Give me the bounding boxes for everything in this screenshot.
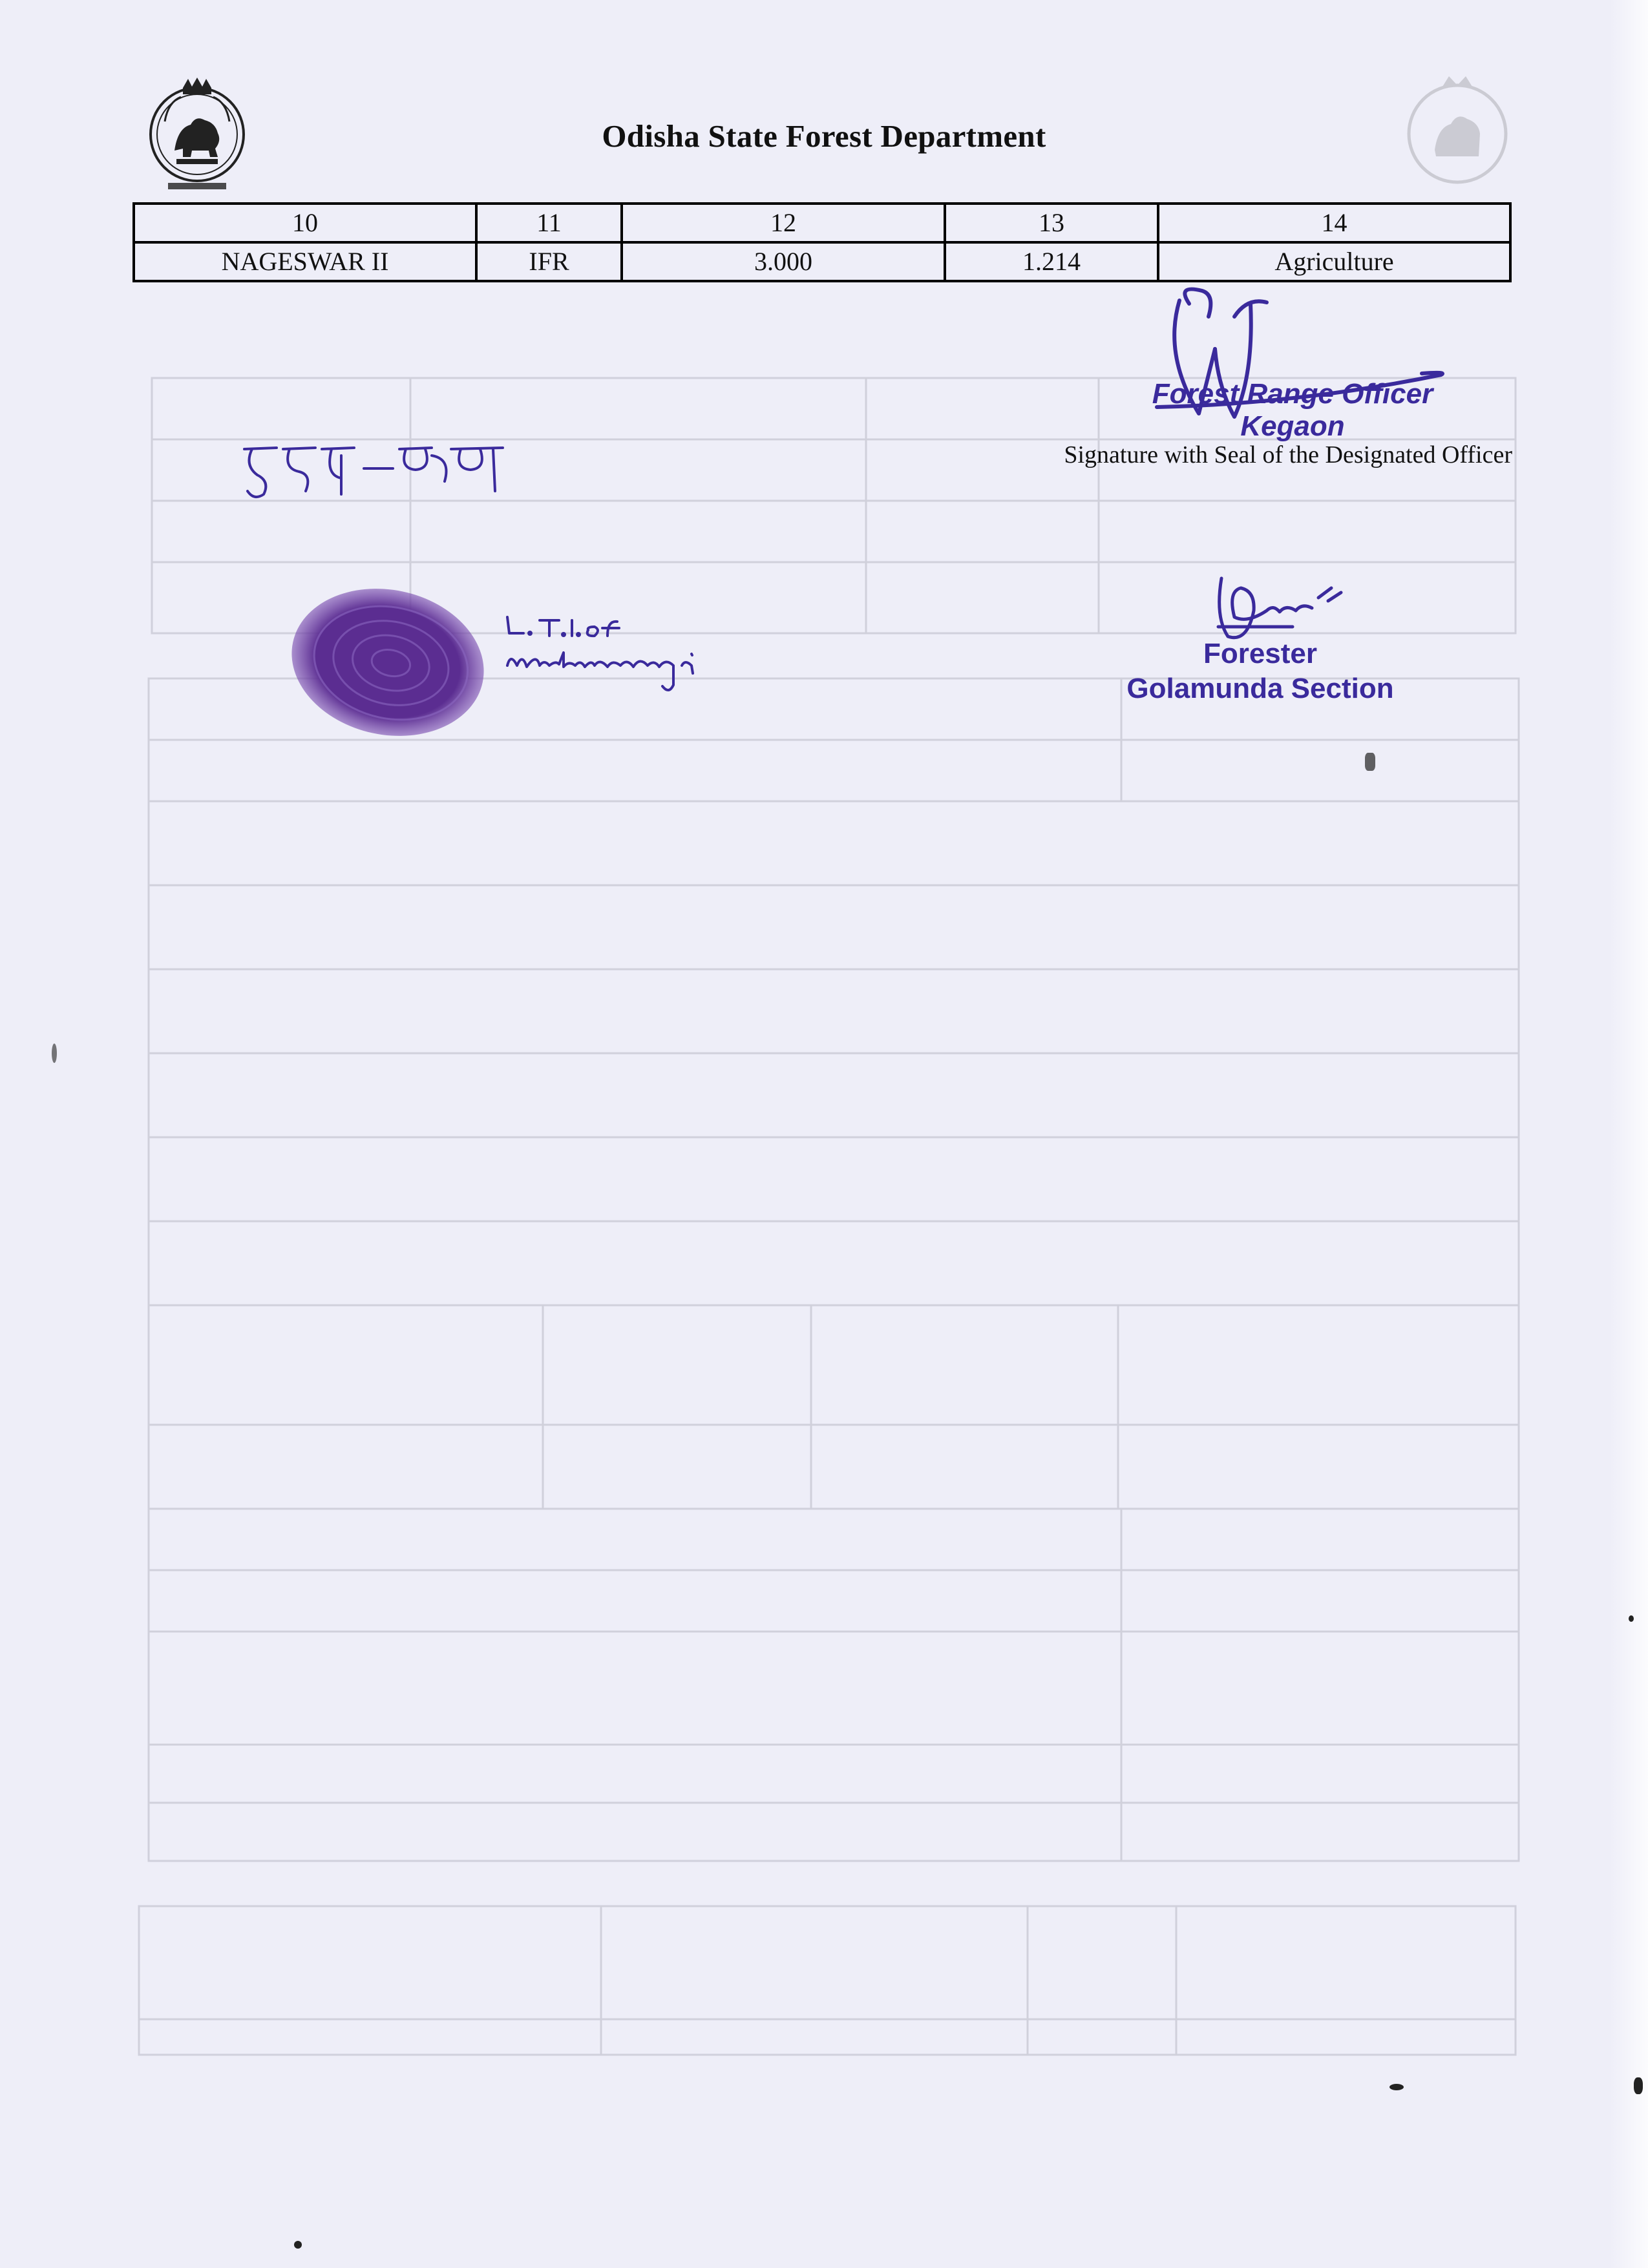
table-row xyxy=(134,242,1510,281)
table-header-cell: 13 xyxy=(945,204,1158,242)
scan-speck xyxy=(1389,2084,1404,2090)
area-acres-cell: 3.000 xyxy=(622,242,945,281)
nature-of-right-cell: Agriculture xyxy=(1158,242,1510,281)
scan-speck xyxy=(1629,1615,1634,1622)
land-details-table xyxy=(132,202,1512,282)
designated-officer-caption: Signature with Seal of the Designated Officer xyxy=(1064,441,1512,468)
scan-speck xyxy=(1634,2077,1643,2094)
table-header-cell: 12 xyxy=(622,204,945,242)
page-title: Odisha State Forest Department xyxy=(602,118,1046,154)
table-header-cell: 11 xyxy=(476,204,622,242)
thumb-impression xyxy=(284,582,498,743)
area-hect-cell: 1.214 xyxy=(945,242,1158,281)
table-header-row xyxy=(134,204,1510,242)
range-officer-stamp-line2: Kegaon xyxy=(1240,410,1345,442)
range-officer-stamp-line1: Forest Range Officer xyxy=(1152,378,1433,410)
forester-stamp-line2: Golamunda Section xyxy=(1126,673,1394,704)
forest-name-cell: NAGESWAR II xyxy=(134,242,476,281)
scan-speck xyxy=(294,2241,302,2249)
odia-handwritten-signature xyxy=(238,430,509,504)
thumb-annotation-handwriting xyxy=(504,614,788,704)
forester-stamp-line1: Forester xyxy=(1203,638,1318,669)
table-header-cell: 10 xyxy=(134,204,476,242)
table-header-cell: 14 xyxy=(1158,204,1510,242)
page-edge-shadow xyxy=(1609,0,1648,2268)
scan-speck xyxy=(1365,753,1375,771)
scan-speck xyxy=(52,1044,57,1063)
legal-status-cell: IFR xyxy=(476,242,622,281)
forester-stamp xyxy=(1034,636,1486,706)
